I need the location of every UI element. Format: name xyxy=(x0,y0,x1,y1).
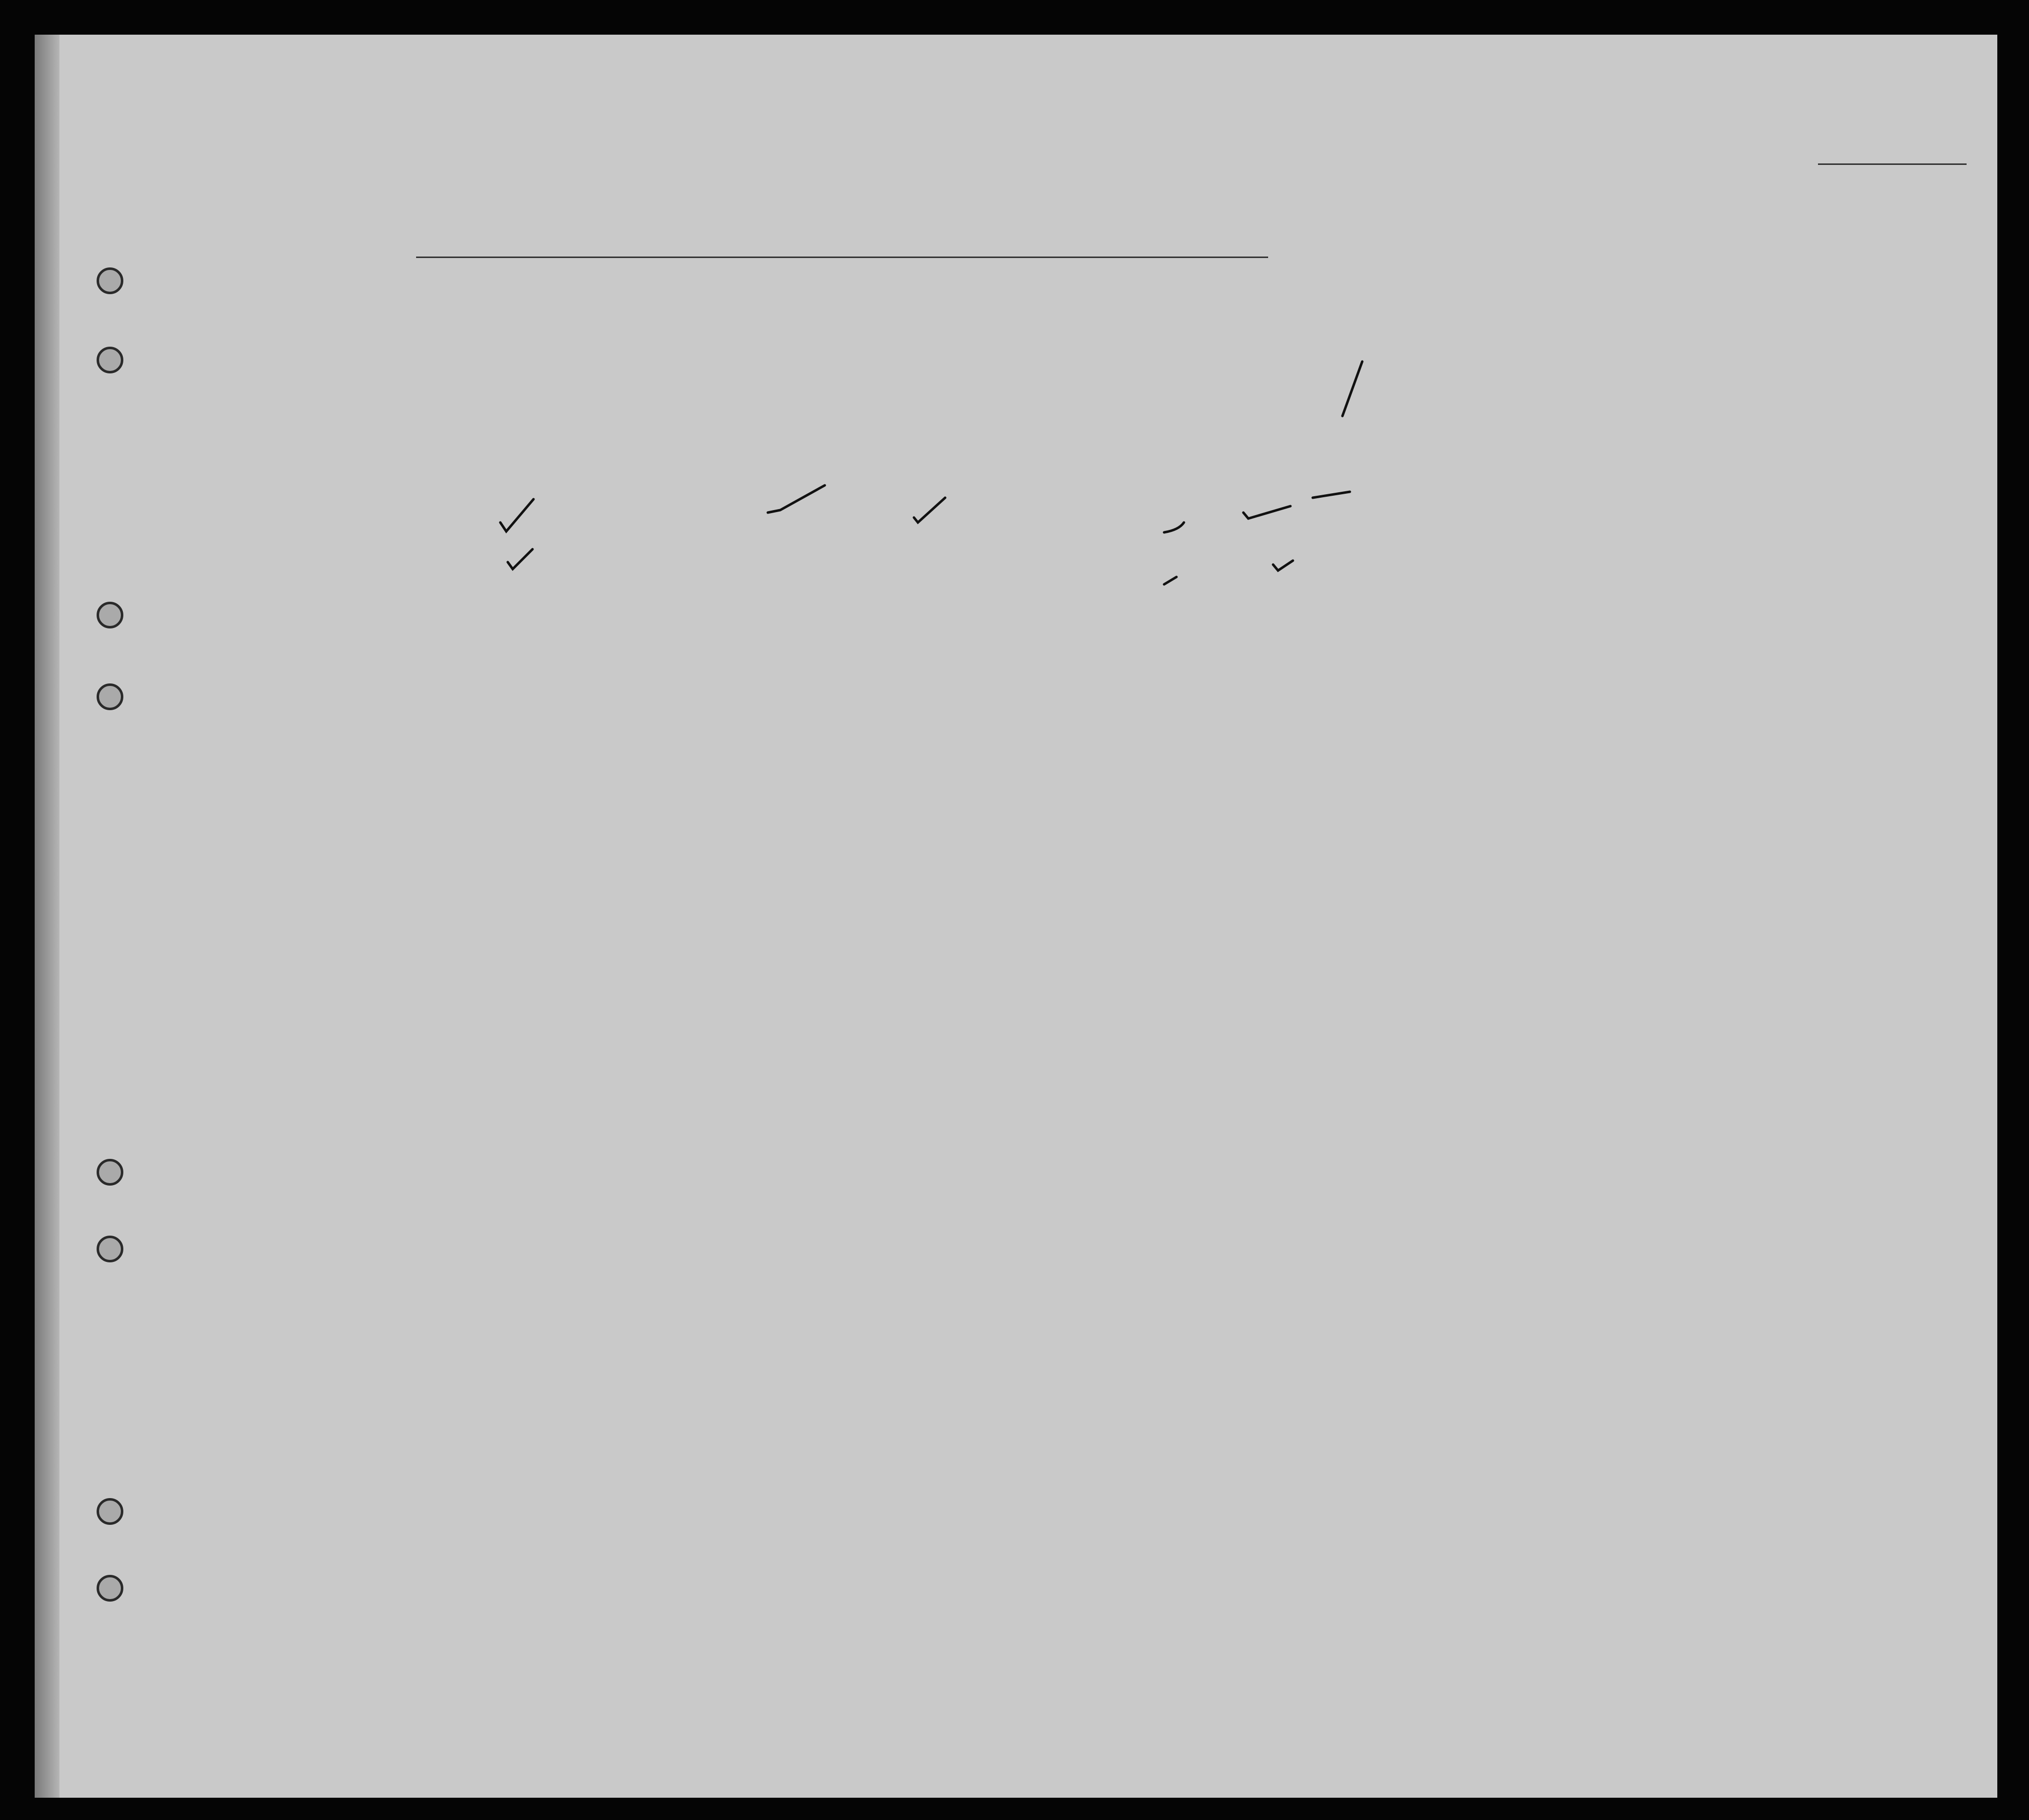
check-mark xyxy=(1243,506,1290,519)
check-mark xyxy=(1313,492,1350,498)
check-mark xyxy=(508,549,533,569)
check-mark xyxy=(1273,561,1293,571)
check-mark xyxy=(1164,522,1184,532)
check-mark xyxy=(914,498,945,522)
check-mark xyxy=(1342,362,1362,416)
check-mark xyxy=(1164,577,1176,584)
check-mark xyxy=(768,485,825,513)
check-mark xyxy=(500,499,534,531)
handwritten-check-marks xyxy=(35,35,1997,1798)
manifest-sheet xyxy=(35,35,1997,1798)
